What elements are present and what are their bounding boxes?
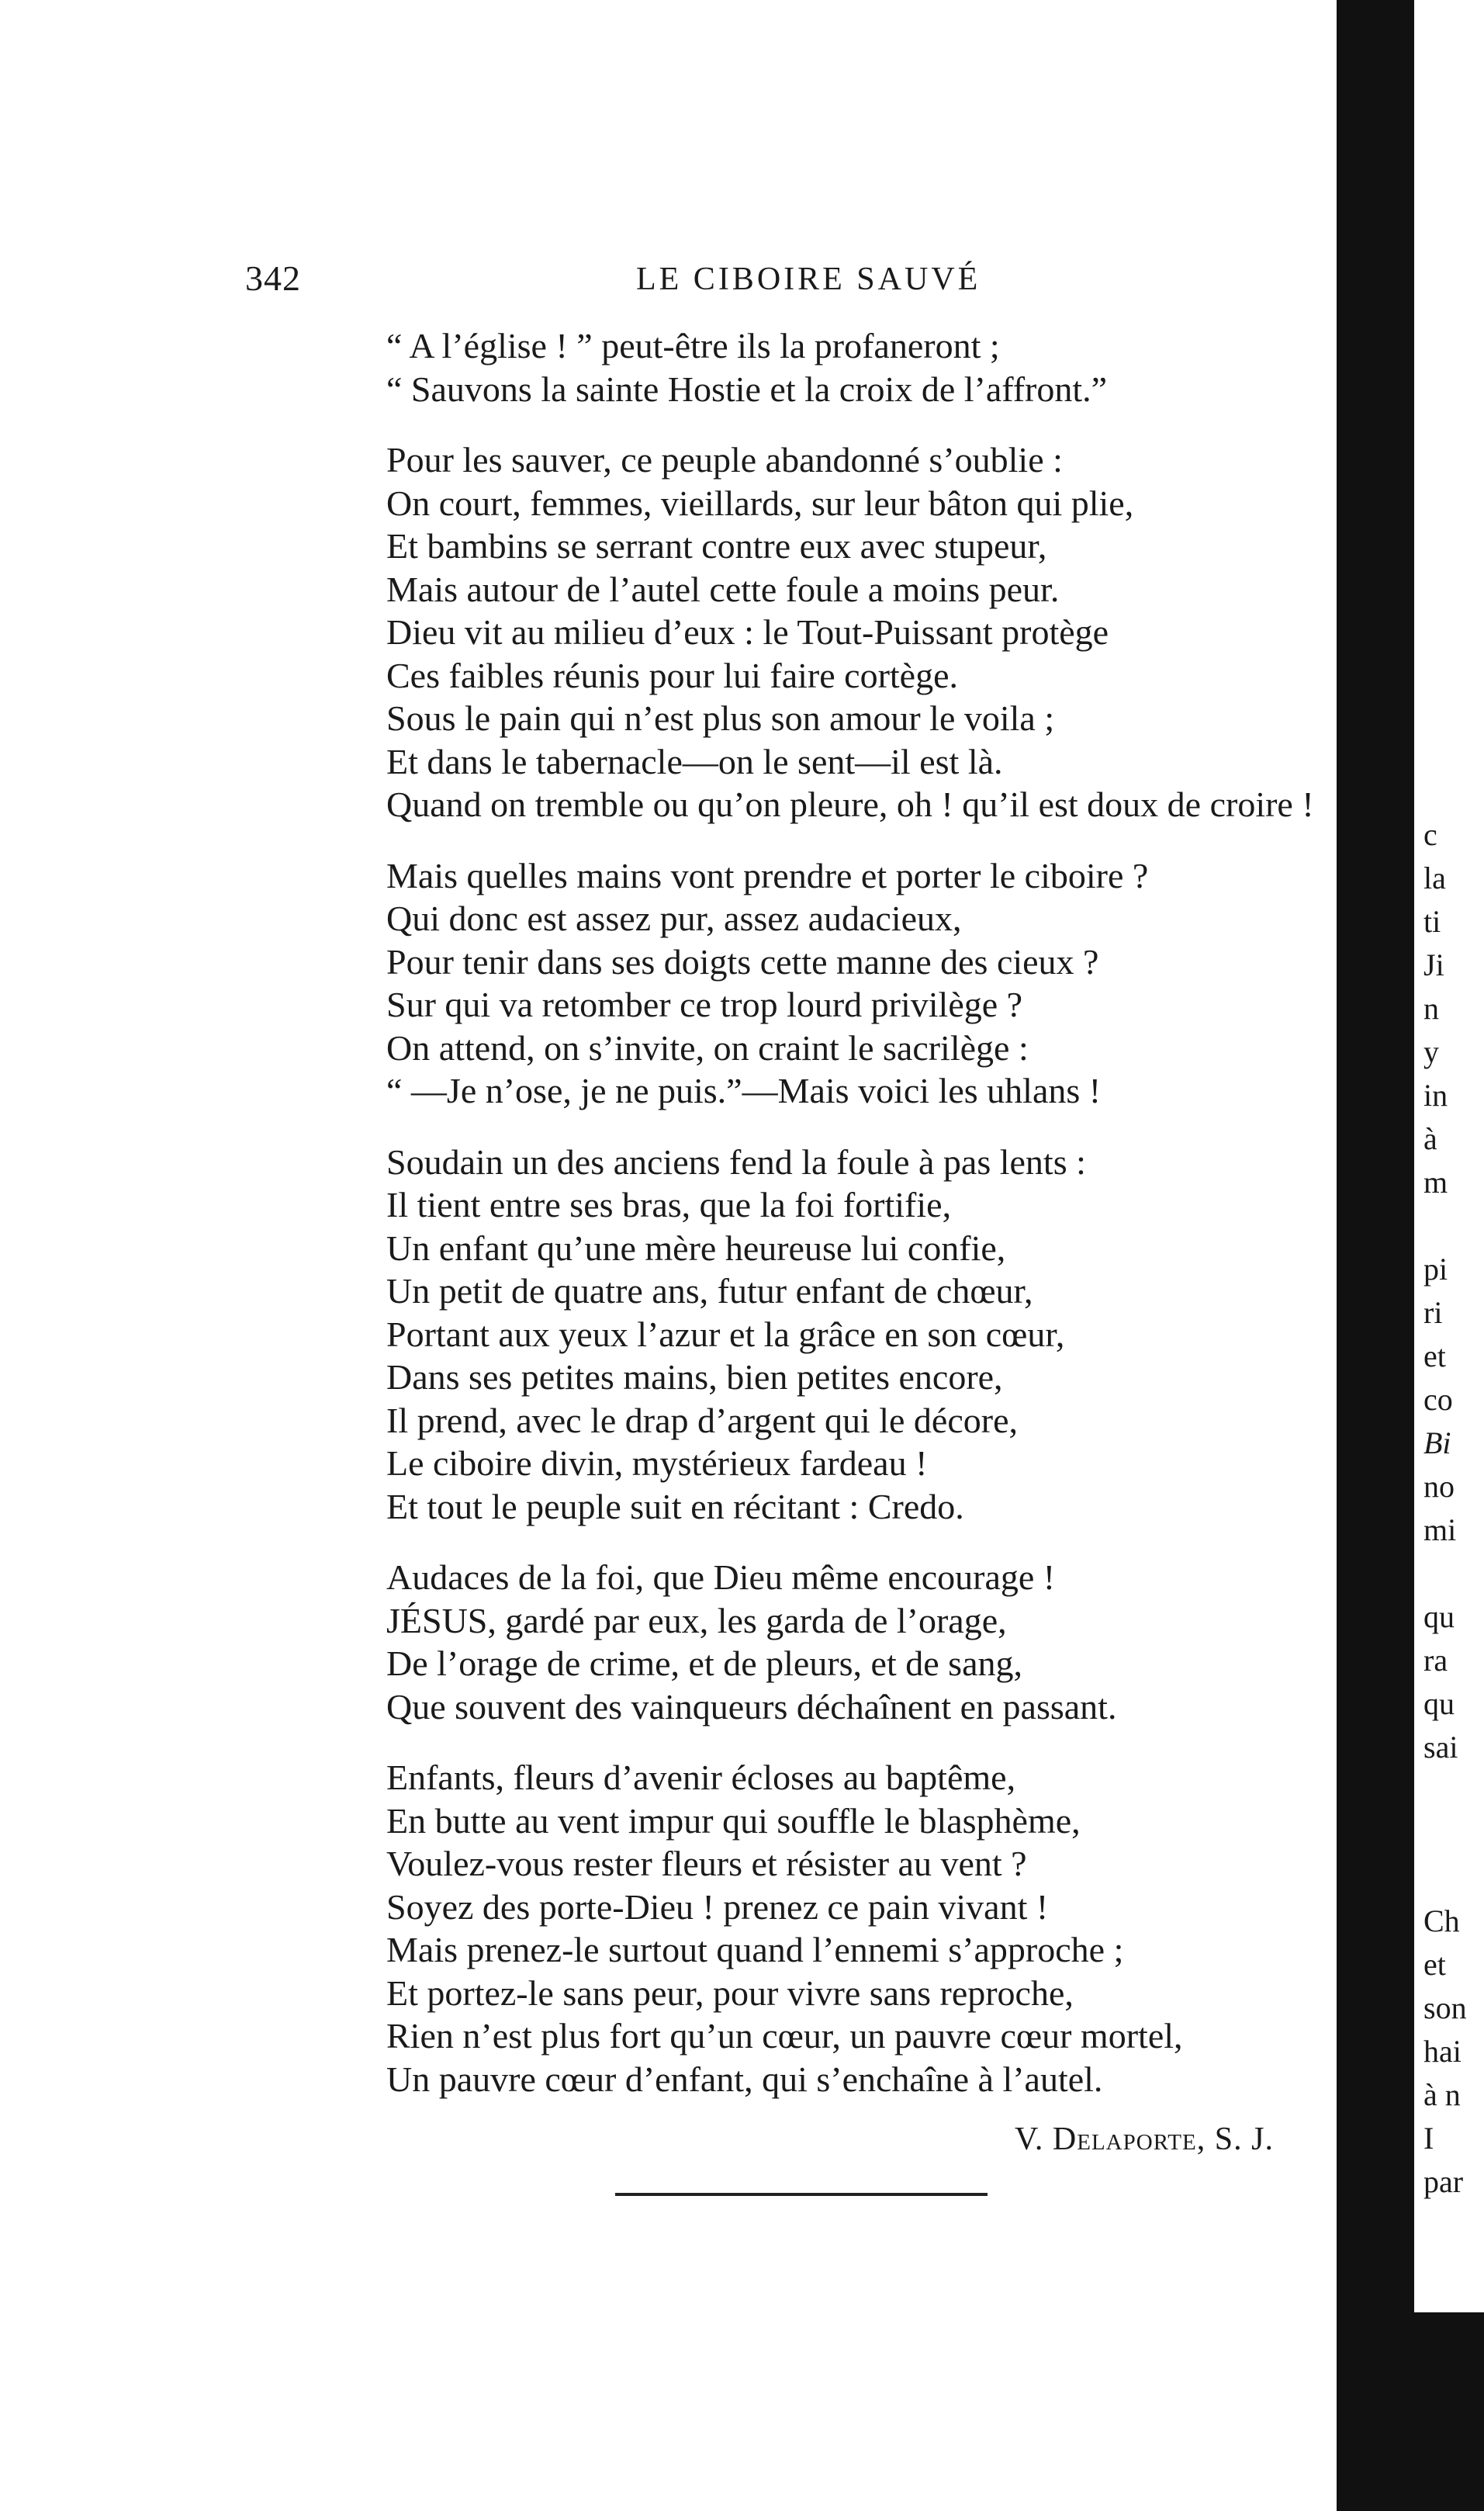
poem xyxy=(386,324,1395,2101)
running-title: LE CIBOIRE SAUVÉ xyxy=(636,261,981,297)
facing-fragment: Bi xyxy=(1423,1425,1451,1460)
poem-line: Un pauvre cœur d’enfant, qui s’enchaîne à l’autel. xyxy=(386,2059,1103,2099)
facing-fragment: in xyxy=(1423,1078,1448,1113)
poem-line: Soudain un des anciens fend la foule à pas lents : xyxy=(386,1141,1086,1182)
facing-fragment: hai xyxy=(1423,2034,1462,2069)
facing-fragment: sai xyxy=(1423,1730,1458,1765)
poem-line: Pour tenir dans ses doigts cette manne des cieux ? xyxy=(386,941,1099,982)
facing-fragment: c xyxy=(1423,817,1437,852)
poem-line: Il prend, avec le drap d’argent qui le décore, xyxy=(386,1400,1018,1440)
facing-fragment: mi xyxy=(1423,1512,1457,1547)
poem-line: Qui donc est assez pur, assez audacieux, xyxy=(386,899,962,938)
poem-line: Et dans le tabernacle—on le sent—il est là. xyxy=(386,741,1003,781)
book-gutter-bottom xyxy=(1337,2312,1484,2511)
poem-line: Le ciboire divin, mystérieux fardeau ! xyxy=(386,1443,928,1483)
signature-name: Delaporte xyxy=(1052,2121,1197,2157)
facing-fragment: y xyxy=(1423,1034,1439,1069)
poem-line: Sur qui va retomber ce trop lourd privilège ? xyxy=(386,985,1023,1024)
poem-line: De l’orage de crime, et de pleurs, et de sang, xyxy=(386,1643,1022,1683)
poem-line: Et bambins se serrant contre eux avec stupeur, xyxy=(386,526,1047,566)
facing-fragment: ri xyxy=(1423,1295,1443,1330)
facing-fragment: I xyxy=(1423,2121,1434,2156)
facing-fragment: son xyxy=(1423,1990,1467,2025)
poem-line: Soyez des porte-Dieu ! prenez ce pain vivant ! xyxy=(386,1886,1049,1927)
facing-fragment: ti xyxy=(1423,904,1441,939)
facing-fragment: m xyxy=(1423,1165,1448,1200)
stanza xyxy=(386,1141,1395,1529)
facing-fragment: co xyxy=(1423,1382,1453,1417)
stanza xyxy=(386,1556,1395,1728)
poem-line: Que souvent des vainqueurs déchaînent en passant. xyxy=(386,1686,1117,1727)
poem-line: “ A l’église ! ” peut-être ils la profaneront ; xyxy=(386,326,1000,365)
facing-fragment: Ch xyxy=(1423,1903,1460,1938)
poem-line: “ Sauvons la sainte Hostie et la croix de l’affront.” xyxy=(386,369,1108,409)
poem-line: Sous le pain qui n’est plus son amour le voila ; xyxy=(386,698,1055,738)
facing-fragment: qu xyxy=(1423,1686,1455,1721)
poem-line: Mais autour de l’autel cette foule a moins peur. xyxy=(386,569,1060,609)
stanza xyxy=(386,854,1395,1113)
book-gutter xyxy=(1337,0,1414,2511)
poem-line: En butte au vent impur qui souffle le blasphème, xyxy=(386,1800,1081,1841)
poem-line: Quand on tremble ou qu’on pleure, oh ! qu’il est doux de croire ! xyxy=(386,784,1314,824)
facing-fragment: n xyxy=(1423,991,1439,1026)
poem-line: Pour les sauver, ce peuple abandonné s’oublie : xyxy=(386,440,1063,480)
poem-line: Enfants, fleurs d’avenir écloses au baptême, xyxy=(386,1758,1016,1797)
poem-line: Portant aux yeux l’azur et la grâce en son cœur, xyxy=(386,1314,1065,1354)
stanza xyxy=(386,1756,1395,2101)
stanza xyxy=(386,324,1395,410)
page-number: 342 xyxy=(245,258,301,298)
poem-line: Et portez-le sans peur, pour vivre sans reproche, xyxy=(386,1972,1074,2013)
poem-line: Ces faibles réunis pour lui faire cortège. xyxy=(386,655,959,695)
poem-line: Audaces de la foi, que Dieu même encourage ! xyxy=(386,1557,1056,1597)
facing-fragment: et xyxy=(1423,1947,1446,1982)
facing-fragment: no xyxy=(1423,1469,1455,1504)
poem-line: Et tout le peuple suit en récitant : Credo. xyxy=(386,1486,964,1526)
facing-fragment: la xyxy=(1423,861,1446,895)
facing-page-edge xyxy=(1337,0,1484,2511)
poem-line: JÉSUS, gardé par eux, les garda de l’orage, xyxy=(386,1600,1007,1640)
facing-fragment: Ji xyxy=(1423,947,1444,982)
poem-line: Mais quelles mains vont prendre et porter le ciboire ? xyxy=(386,855,1149,895)
poem-line: Voulez-vous rester fleurs et résister au vent ? xyxy=(386,1844,1027,1883)
signature-suffix: , S. J. xyxy=(1196,2121,1274,2157)
facing-fragment: qu xyxy=(1423,1599,1455,1634)
poem-line: Rien n’est plus fort qu’un cœur, un pauvre cœur mortel, xyxy=(386,2016,1183,2056)
stanza xyxy=(386,438,1395,826)
facing-fragment: à xyxy=(1423,1121,1437,1156)
end-rule xyxy=(615,2193,988,2196)
poem-line: Dieu vit au milieu d’eux : le Tout-Puissant protège xyxy=(386,612,1109,652)
facing-fragment: ra xyxy=(1423,1643,1448,1678)
signature-initial: V. xyxy=(1015,2121,1053,2157)
poem-line: On court, femmes, vieillards, sur leur bâton qui plie, xyxy=(386,483,1134,523)
poem-line: Mais prenez-le surtout quand l’ennemi s’approche ; xyxy=(386,1930,1124,1969)
facing-fragment: et xyxy=(1423,1339,1446,1373)
poem-line: Dans ses petites mains, bien petites encore, xyxy=(386,1357,1003,1397)
poem-line: “ —Je n’ose, je ne puis.”—Mais voici les uhlans ! xyxy=(386,1071,1102,1110)
poem-line: Un enfant qu’une mère heureuse lui confie, xyxy=(386,1228,1006,1268)
author-signature xyxy=(1015,2121,1274,2158)
facing-fragment: pi xyxy=(1423,1252,1448,1287)
poem-line: Un petit de quatre ans, futur enfant de chœur, xyxy=(386,1271,1033,1311)
facing-fragment: par xyxy=(1423,2164,1464,2199)
facing-fragment: à n xyxy=(1423,2077,1461,2112)
poem-line: Il tient entre ses bras, que la foi fortifie, xyxy=(386,1185,952,1224)
poem-line: On attend, on s’invite, on craint le sacrilège : xyxy=(386,1027,1029,1068)
